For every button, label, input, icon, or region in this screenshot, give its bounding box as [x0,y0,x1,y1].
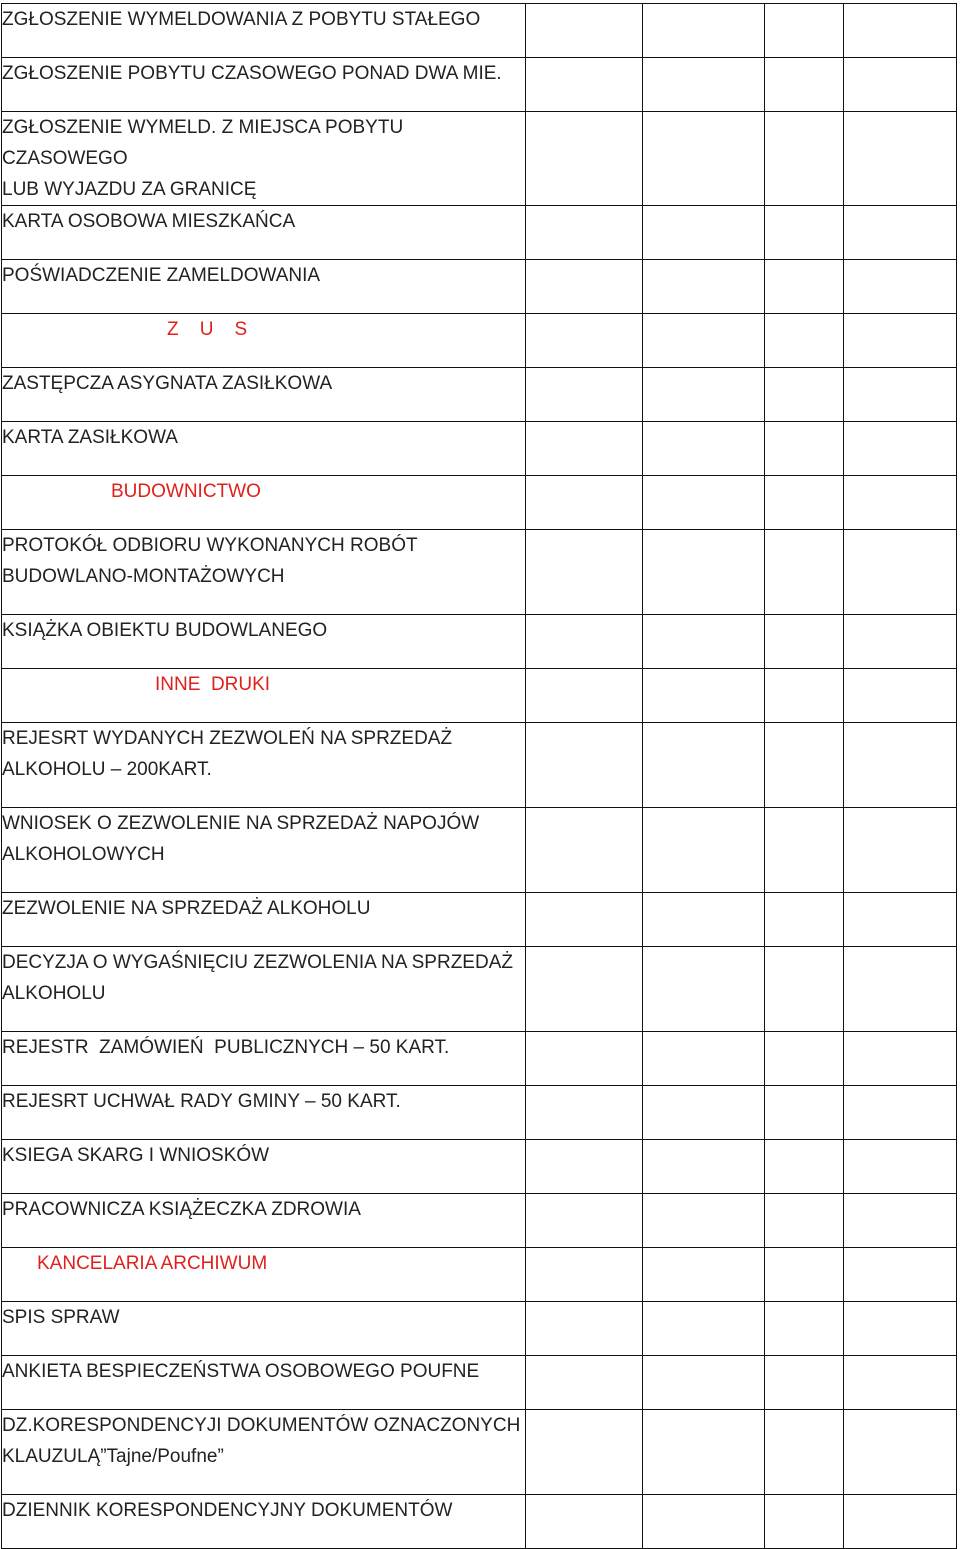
blank-cell[interactable] [526,422,643,476]
blank-cell[interactable] [765,260,844,314]
form-name-cell [2,615,526,669]
blank-cell[interactable] [765,4,844,58]
form-name-cell [2,1086,526,1140]
blank-cell[interactable] [643,723,765,808]
blank-cell[interactable] [526,530,643,615]
blank-cell[interactable] [526,112,643,206]
form-name-cell [2,1356,526,1410]
blank-cell[interactable] [643,1356,765,1410]
table-row [2,1356,957,1410]
form-name: DECYZJA O WYGAŚNIĘCIU ZEZWOLENIA NA SPRZEDAŻ ALKOHOLU [2,952,513,1004]
blank-cell[interactable] [643,1194,765,1248]
section-heading-budownictwo: BUDOWNICTWO [111,481,261,502]
blank-cell[interactable] [526,368,643,422]
blank-cell[interactable] [526,808,643,893]
blank-cell[interactable] [765,669,844,723]
blank-cell[interactable] [765,422,844,476]
blank-cell[interactable] [765,1032,844,1086]
blank-cell[interactable] [526,947,643,1032]
blank-cell[interactable] [765,1410,844,1495]
section-row [2,314,957,368]
blank-cell[interactable] [765,1495,844,1549]
form-name: KSIĄŻKA OBIEKTU BUDOWLANEGO [2,620,328,641]
blank-cell[interactable] [643,1086,765,1140]
table-row [2,947,957,1032]
blank-cell[interactable] [643,206,765,260]
form-name: POŚWIADCZENIE ZAMELDOWANIA [2,265,321,286]
blank-cell[interactable] [844,1140,957,1194]
blank-cell[interactable] [844,1194,957,1248]
blank-cell[interactable] [643,368,765,422]
form-name-cell [2,530,526,615]
form-name: PRACOWNICZA KSIĄŻECZKA ZDROWIA [2,1199,361,1220]
form-name-cell [2,1302,526,1356]
blank-cell[interactable] [526,1086,643,1140]
section-heading-zus: Z U S [167,319,248,340]
blank-cell[interactable] [643,947,765,1032]
form-name-cell [2,893,526,947]
blank-cell[interactable] [844,1086,957,1140]
form-name-cell [2,723,526,808]
blank-cell[interactable] [643,422,765,476]
blank-cell[interactable] [844,615,957,669]
form-name-cell [2,422,526,476]
blank-cell[interactable] [844,1302,957,1356]
blank-cell[interactable] [844,669,957,723]
blank-cell[interactable] [526,1032,643,1086]
form-name-cell [2,1495,526,1549]
section-heading-kancelaria-archiwum: KANCELARIA ARCHIWUM [37,1253,268,1274]
blank-cell[interactable] [526,669,643,723]
blank-cell[interactable] [526,1248,643,1302]
form-name-cell [2,206,526,260]
form-name: PROTOKÓŁ ODBIORU WYKONANYCH ROBÓT BUDOWLANO-MONTAŻOWYCH [2,535,418,587]
blank-cell[interactable] [765,206,844,260]
blank-cell[interactable] [844,4,957,58]
section-heading-inne-druki: INNE DRUKI [155,674,271,695]
blank-cell[interactable] [844,530,957,615]
section-row [2,476,957,530]
blank-cell[interactable] [844,808,957,893]
table-row [2,1302,957,1356]
blank-cell[interactable] [765,615,844,669]
blank-cell[interactable] [844,368,957,422]
table-row [2,1410,957,1495]
blank-cell[interactable] [765,1248,844,1302]
blank-cell[interactable] [643,260,765,314]
table-row [2,4,957,58]
blank-cell[interactable] [526,206,643,260]
blank-cell[interactable] [844,422,957,476]
form-name-cell [2,368,526,422]
blank-cell[interactable] [844,893,957,947]
blank-cell[interactable] [526,476,643,530]
blank-cell[interactable] [844,260,957,314]
blank-cell[interactable] [643,1495,765,1549]
blank-cell[interactable] [765,947,844,1032]
forms-table [1,3,957,1549]
table-row [2,1495,957,1549]
blank-cell[interactable] [765,1356,844,1410]
blank-cell[interactable] [526,893,643,947]
form-name-cell [2,808,526,893]
blank-cell[interactable] [844,1032,957,1086]
blank-cell[interactable] [643,1248,765,1302]
form-name: ZGŁOSZENIE WYMELDOWANIA Z POBYTU STAŁEGO [2,9,481,30]
table-row [2,1086,957,1140]
section-heading-cell [2,314,526,368]
table-row [2,206,957,260]
blank-cell[interactable] [526,4,643,58]
table-row [2,1032,957,1086]
blank-cell[interactable] [844,1495,957,1549]
table-row [2,112,957,206]
blank-cell[interactable] [765,1302,844,1356]
form-name-cell [2,112,526,206]
blank-cell[interactable] [765,1086,844,1140]
blank-cell[interactable] [643,530,765,615]
blank-cell[interactable] [526,314,643,368]
form-name-cell [2,58,526,112]
blank-cell[interactable] [844,1410,957,1495]
form-name: KSIEGA SKARG I WNIOSKÓW [2,1145,270,1166]
table-row [2,260,957,314]
form-name-cell [2,1140,526,1194]
blank-cell[interactable] [844,1356,957,1410]
section-heading-cell [2,1248,526,1302]
blank-cell[interactable] [844,947,957,1032]
blank-cell[interactable] [643,669,765,723]
blank-cell[interactable] [765,808,844,893]
form-name-cell [2,4,526,58]
table-row [2,723,957,808]
blank-cell[interactable] [844,58,957,112]
blank-cell[interactable] [765,1140,844,1194]
section-heading-cell [2,476,526,530]
form-name: KARTA OSOBOWA MIESZKAŃCA [2,211,296,232]
blank-cell[interactable] [526,1495,643,1549]
blank-cell[interactable] [643,808,765,893]
blank-cell[interactable] [526,58,643,112]
blank-cell[interactable] [844,206,957,260]
blank-cell[interactable] [643,615,765,669]
form-name-cell [2,1410,526,1495]
blank-cell[interactable] [765,723,844,808]
table-row [2,530,957,615]
blank-cell[interactable] [844,112,957,206]
blank-cell[interactable] [526,1302,643,1356]
form-name: REJESTR ZAMÓWIEŃ PUBLICZNYCH – 50 KART. [2,1037,450,1058]
blank-cell[interactable] [844,314,957,368]
form-name-cell [2,947,526,1032]
blank-cell[interactable] [643,112,765,206]
blank-cell[interactable] [844,723,957,808]
table-row [2,1194,957,1248]
blank-cell[interactable] [643,893,765,947]
blank-cell[interactable] [765,530,844,615]
form-name: SPIS SPRAW [2,1307,120,1328]
blank-cell[interactable] [526,1356,643,1410]
form-name: ZGŁOSZENIE WYMELD. Z MIEJSCA POBYTU CZASOWEGO LUB WYJAZDU ZA GRANICĘ [2,117,404,200]
blank-cell[interactable] [526,1194,643,1248]
blank-cell[interactable] [765,893,844,947]
section-row [2,669,957,723]
blank-cell[interactable] [844,1248,957,1302]
table-row [2,1140,957,1194]
table-row [2,808,957,893]
table-row [2,368,957,422]
table-row [2,58,957,112]
blank-cell[interactable] [643,1302,765,1356]
form-name: ZASTĘPCZA ASYGNATA ZASIŁKOWA [2,373,333,394]
form-name-cell [2,1194,526,1248]
form-name: DZ.KORESPONDENCYJI DOKUMENTÓW OZNACZONYCH KLAUZULĄ”Tajne/Poufne” [2,1415,521,1467]
blank-cell[interactable] [844,476,957,530]
form-name: ZEZWOLENIE NA SPRZEDAŻ ALKOHOLU [2,898,371,919]
blank-cell[interactable] [526,260,643,314]
blank-cell[interactable] [526,1410,643,1495]
table-row [2,422,957,476]
blank-cell[interactable] [526,1140,643,1194]
blank-cell[interactable] [765,112,844,206]
blank-cell[interactable] [643,4,765,58]
blank-cell[interactable] [643,1032,765,1086]
blank-cell[interactable] [526,723,643,808]
form-name: ANKIETA BESPIECZEŃSTWA OSOBOWEGO POUFNE [2,1361,480,1382]
blank-cell[interactable] [643,1410,765,1495]
blank-cell[interactable] [765,368,844,422]
section-row [2,1248,957,1302]
blank-cell[interactable] [643,1140,765,1194]
blank-cell[interactable] [643,58,765,112]
blank-cell[interactable] [643,476,765,530]
form-name: KARTA ZASIŁKOWA [2,427,178,448]
form-name: REJESRT WYDANYCH ZEZWOLEŃ NA SPRZEDAŻ ALKOHOLU – 200KART. [2,728,453,780]
blank-cell[interactable] [765,1194,844,1248]
form-name: WNIOSEK O ZEZWOLENIE NA SPRZEDAŻ NAPOJÓW ALKOHOLOWYCH [2,813,480,865]
form-name: REJESRT UCHWAŁ RADY GMINY – 50 KART. [2,1091,401,1112]
blank-cell[interactable] [765,476,844,530]
form-name: DZIENNIK KORESPONDENCYJNY DOKUMENTÓW [2,1500,453,1521]
blank-cell[interactable] [526,615,643,669]
table-row [2,615,957,669]
table-row [2,893,957,947]
section-heading-cell [2,669,526,723]
form-name-cell [2,260,526,314]
blank-cell[interactable] [765,314,844,368]
form-name-cell [2,1032,526,1086]
blank-cell[interactable] [643,314,765,368]
form-name: ZGŁOSZENIE POBYTU CZASOWEGO PONAD DWA MIE. [2,63,502,84]
blank-cell[interactable] [765,58,844,112]
